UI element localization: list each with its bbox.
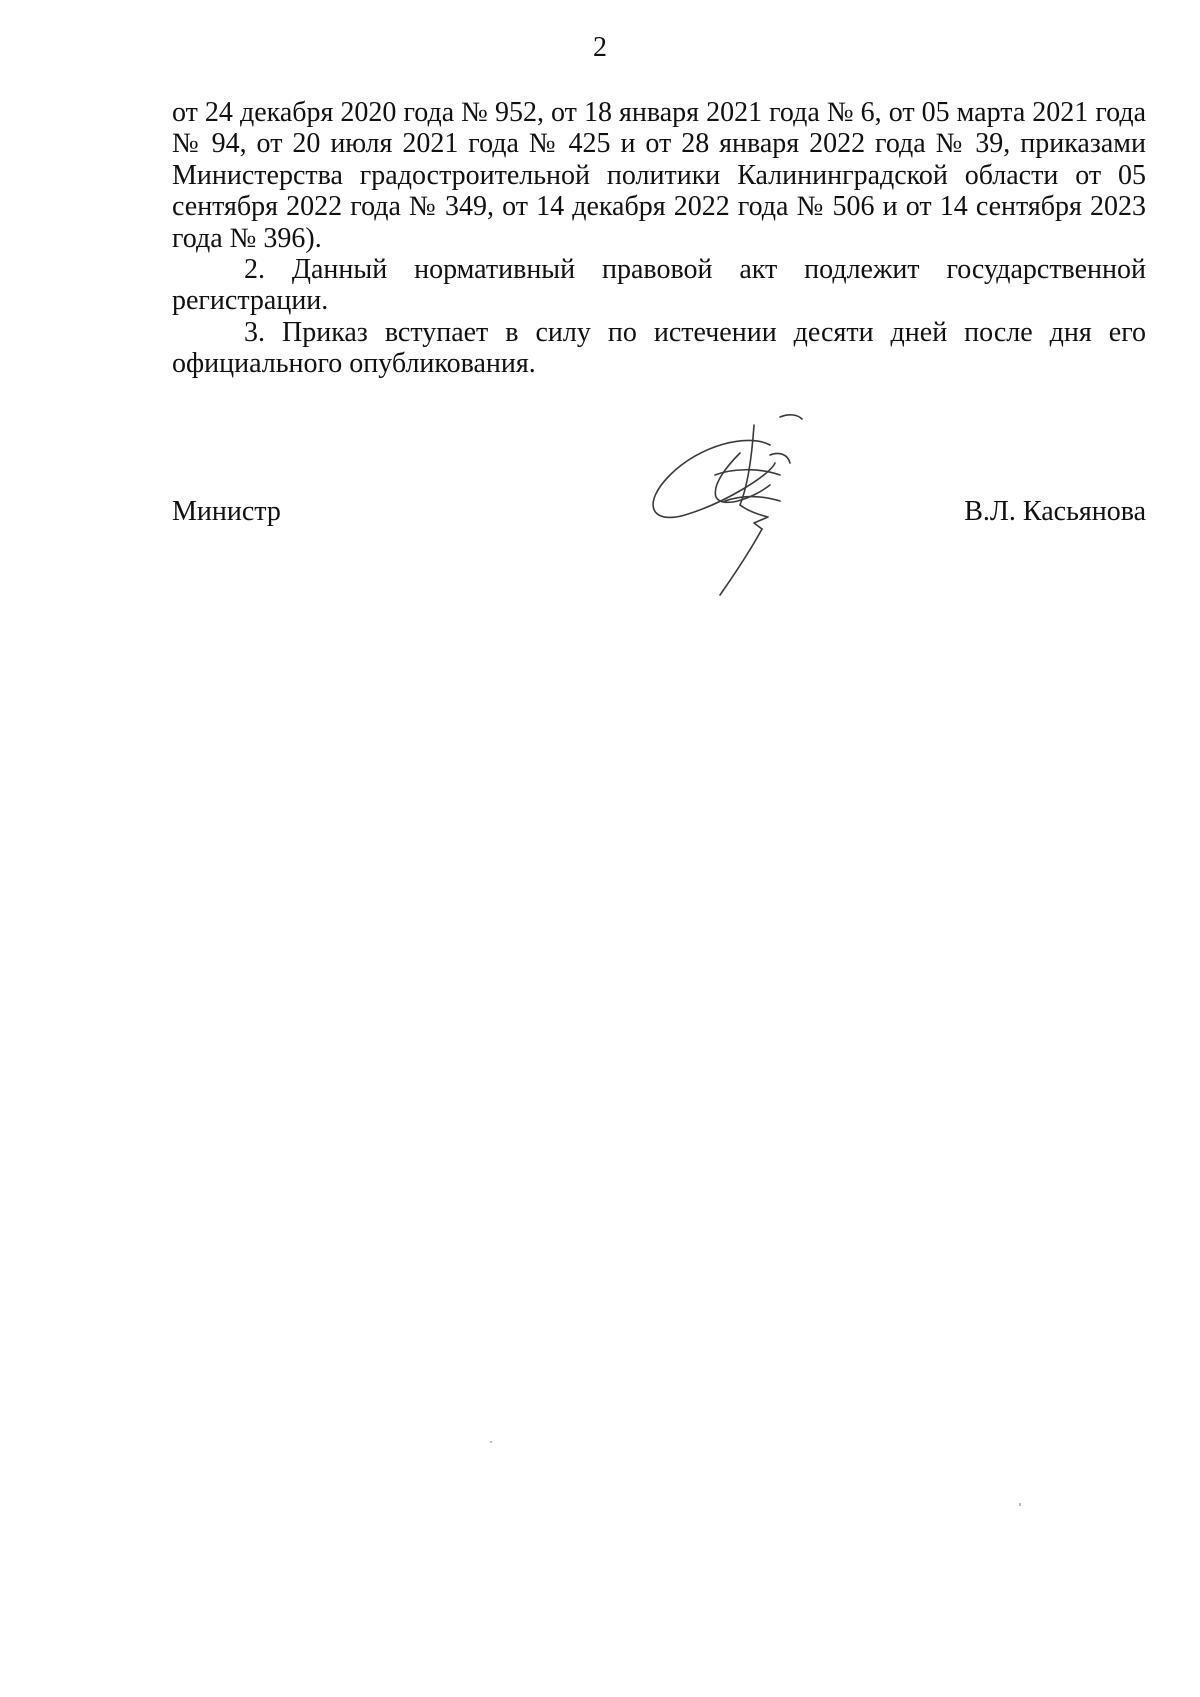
paragraph-continuation: от 24 декабря 2020 года № 952, от 18 января 2021 года № 6, от 05 марта 2021 года № 94, от 20 июля 2021 года № 425 и от 28 января 2022 года № 39, приказами Министерства градостроительной политики Калининградской области от 05 сентября 2022 года № 349, от 14 декабря 2022 года № 506 и от 14 сентября 2023 года № 396).: [172, 97, 1146, 254]
position-title: Министр: [172, 496, 281, 527]
scan-artifact: [490, 1441, 492, 1443]
page-number: 2: [593, 32, 607, 63]
paragraph-item-2: 2. Данный нормативный правовой акт подлежит государственной регистрации.: [172, 254, 1146, 317]
scan-artifact: [1019, 1503, 1021, 1506]
paragraph-item-3: 3. Приказ вступает в силу по истечении десяти дней после дня его официального опубликования.: [172, 316, 1146, 380]
document-body: [172, 97, 1146, 380]
handwritten-signature: [630, 405, 870, 605]
signer-name: В.Л. Касьянова: [964, 496, 1146, 527]
